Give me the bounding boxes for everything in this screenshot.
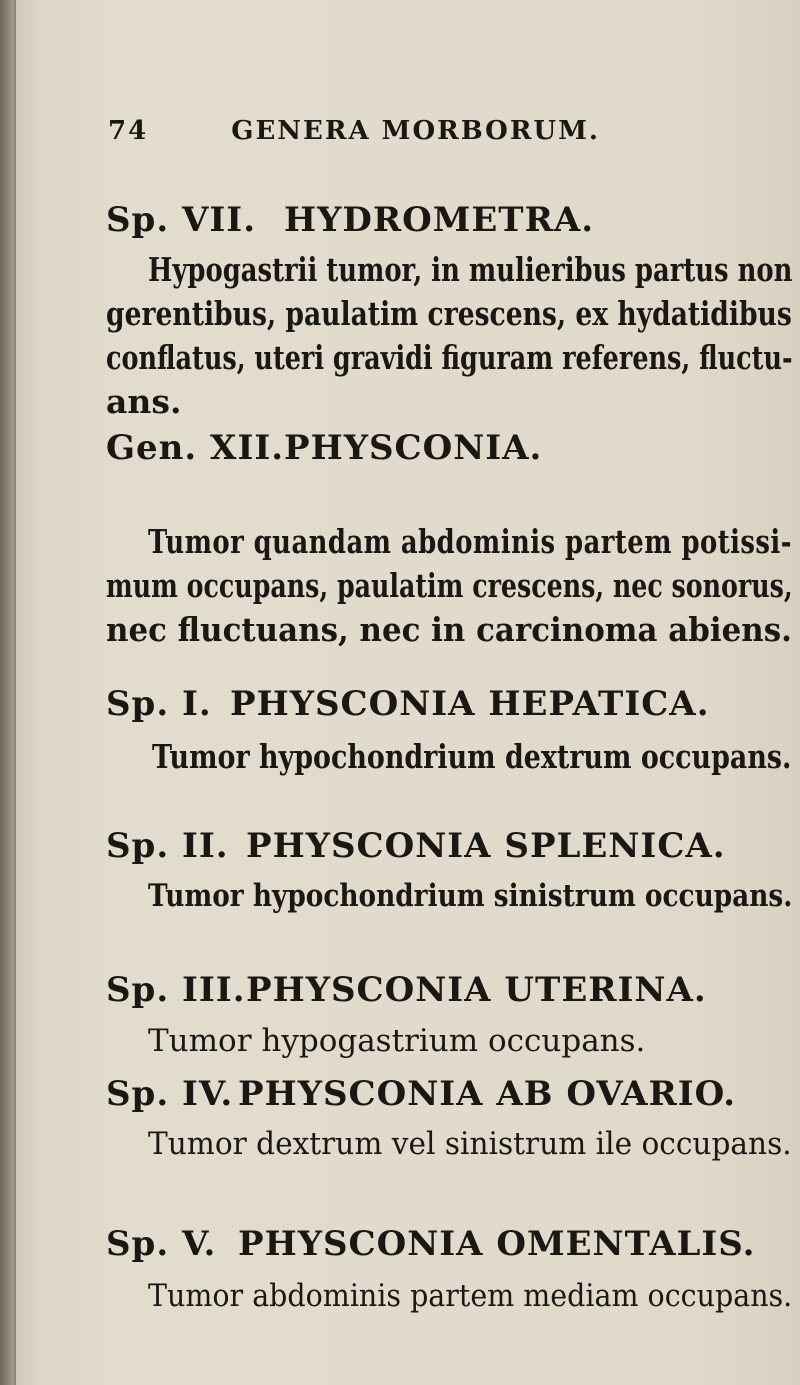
section-name: PHYSCONIA AB OVARIO. bbox=[238, 1074, 737, 1114]
section-text-line: Tumor hypogastrium occupans. bbox=[148, 1023, 646, 1059]
section-name: HYDROMETRA. bbox=[284, 200, 595, 240]
section-name: PHYSCONIA HEPATICA. bbox=[230, 684, 710, 724]
section-heading bbox=[106, 1224, 755, 1264]
section-text-line: nec fluctuans, nec in carcinoma abiens. bbox=[106, 610, 792, 649]
genus-heading bbox=[106, 428, 542, 468]
section-label: Sp. V. bbox=[106, 1224, 217, 1264]
section-label: Sp. I. bbox=[106, 684, 212, 724]
section-text-line: Tumor abdominis partem mediam occupans. bbox=[148, 1278, 793, 1314]
section-text-line: Tumor hypochondrium dextrum occupans. bbox=[152, 737, 792, 776]
genus-label: Gen. XII. bbox=[106, 428, 285, 468]
section-heading bbox=[106, 200, 594, 240]
section-label: Sp. VII. bbox=[106, 200, 257, 240]
section-heading bbox=[106, 1074, 736, 1114]
section-text-line: Hypogastrii tumor, in mulieribus partus non bbox=[148, 250, 793, 289]
section-heading bbox=[106, 826, 726, 866]
genus-name: PHYSCONIA. bbox=[284, 428, 543, 468]
section-text-line: Tumor hypochondrium sinistrum occupans. bbox=[148, 878, 793, 914]
section-name: PHYSCONIA UTERINA. bbox=[246, 970, 707, 1010]
running-head bbox=[108, 116, 600, 146]
section-name: PHYSCONIA SPLENICA. bbox=[246, 826, 726, 866]
section-name: PHYSCONIA OMENTALIS. bbox=[238, 1224, 756, 1264]
section-text-line: mum occupans, paulatim crescens, nec sonorus, bbox=[106, 566, 793, 605]
section-text-line: conflatus, uteri gravidi figuram referens, fluctu- bbox=[106, 338, 793, 377]
section-text-line: Tumor dextrum vel sinistrum ile occupans. bbox=[148, 1126, 792, 1162]
section-label: Sp. III. bbox=[106, 970, 246, 1010]
page-number: 74 bbox=[108, 116, 149, 146]
section-heading bbox=[106, 970, 707, 1010]
section-label: Sp. IV. bbox=[106, 1074, 234, 1114]
section-text-line: gerentibus, paulatim crescens, ex hydatidibus bbox=[106, 294, 792, 333]
section-heading bbox=[106, 684, 710, 724]
section-text-line: Tumor quandam abdominis partem potissi- bbox=[148, 522, 792, 561]
section-label: Sp. II. bbox=[106, 826, 229, 866]
running-title: GENERA MORBORUM. bbox=[231, 116, 600, 146]
section-text-line: ans. bbox=[106, 382, 182, 421]
